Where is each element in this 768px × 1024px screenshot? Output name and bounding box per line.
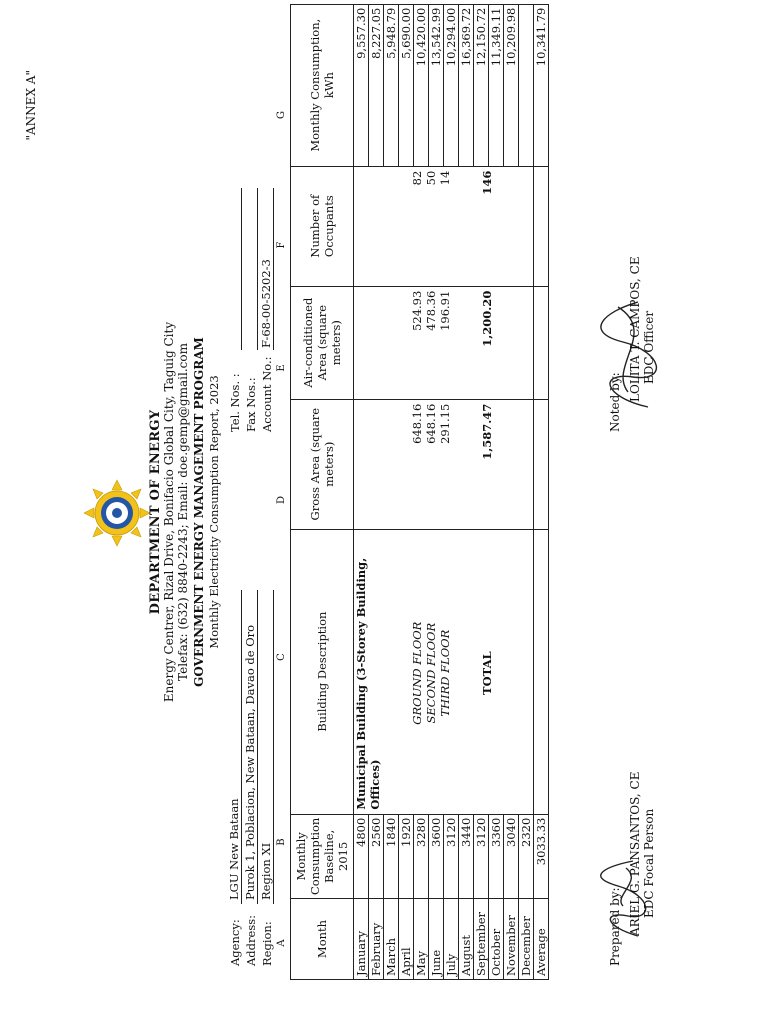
second-floor-occupants: 50 bbox=[424, 170, 438, 186]
column-letter-c: C bbox=[276, 653, 287, 661]
tel-label: Tel. Nos. : bbox=[228, 373, 242, 432]
average-baseline: 3033.33 bbox=[534, 814, 549, 898]
month-cell: April bbox=[399, 899, 414, 980]
average-empty-cell bbox=[534, 286, 549, 399]
region-label: Region: bbox=[260, 921, 274, 966]
baseline-cell: 4800 bbox=[354, 814, 369, 898]
total-gross: 1,587.47 bbox=[480, 403, 494, 460]
column-letter-b: B bbox=[276, 838, 287, 846]
month-cell: October bbox=[489, 899, 504, 980]
ground-floor-gross: 648.16 bbox=[410, 403, 424, 444]
gross-area-cell bbox=[354, 399, 534, 529]
agency-info bbox=[226, 590, 274, 966]
ground-floor-aircon: 524.93 bbox=[410, 290, 424, 331]
doe-logo-icon bbox=[82, 478, 152, 548]
agency-label: Agency: bbox=[228, 919, 242, 966]
noted-by-label: Noted by: bbox=[608, 372, 622, 432]
noted-by-block bbox=[608, 256, 656, 432]
month-cell: July bbox=[444, 899, 459, 980]
account-value: F-68-00-5202-3 bbox=[259, 188, 274, 350]
baseline-cell: 3040 bbox=[504, 814, 519, 898]
consumption-cell: 5,690.00 bbox=[399, 4, 414, 166]
month-cell: June bbox=[429, 899, 444, 980]
column-letters bbox=[276, 0, 290, 1024]
prepared-by-name: ARIEL G. PANSANTOS, CE bbox=[628, 771, 642, 936]
month-cell: December bbox=[519, 899, 534, 980]
address-value: Purok 1, Poblacion, New Bataan, Davao de Oro bbox=[243, 590, 258, 904]
total-aircon: 1,200.20 bbox=[480, 290, 494, 347]
noted-by-name: LOLITA T. CAMPOS, CE bbox=[628, 256, 642, 402]
month-cell: January bbox=[354, 899, 369, 980]
occupants-cell bbox=[354, 166, 534, 286]
header-consumption: Monthly Consumption, kWh bbox=[291, 4, 354, 166]
department-address: Energy Centrer, Rizal Drive, Bonifacio Global City, Taguig City bbox=[162, 321, 176, 703]
prepared-by-title: EDC Focal Person bbox=[642, 808, 656, 918]
consumption-cell: 11,349.11 bbox=[489, 4, 504, 166]
address-label: Address: bbox=[244, 914, 258, 966]
annex-label: "ANNEX A" bbox=[24, 70, 38, 141]
building-description-cell bbox=[354, 529, 534, 814]
header-gross-area: Gross Area (square meters) bbox=[291, 399, 354, 529]
header-baseline: Monthly Consumption Baseline, 2015 bbox=[291, 814, 354, 898]
consumption-cell: 16,369.72 bbox=[459, 4, 474, 166]
second-floor-gross: 648.16 bbox=[424, 403, 438, 444]
table-row bbox=[354, 4, 369, 979]
consumption-cell: 10,294.00 bbox=[444, 4, 459, 166]
month-cell: February bbox=[369, 899, 384, 980]
column-letter-a: A bbox=[276, 939, 287, 947]
baseline-cell: 3120 bbox=[474, 814, 489, 898]
consumption-cell: 5,948.79 bbox=[384, 4, 399, 166]
third-floor-gross: 291.15 bbox=[438, 403, 452, 444]
baseline-cell: 3440 bbox=[459, 814, 474, 898]
consumption-cell: 10,209.98 bbox=[504, 4, 519, 166]
contact-info bbox=[226, 188, 274, 432]
third-floor-occupants: 14 bbox=[438, 170, 452, 186]
baseline-cell: 3280 bbox=[414, 814, 429, 898]
fax-label: Fax Nos.: bbox=[244, 377, 258, 432]
month-cell: September bbox=[474, 899, 489, 980]
baseline-cell: 3600 bbox=[429, 814, 444, 898]
month-cell: March bbox=[384, 899, 399, 980]
total-occupants: 146 bbox=[480, 170, 494, 195]
consumption-cell: 12,150.72 bbox=[474, 4, 489, 166]
prepared-by-block bbox=[608, 771, 656, 966]
column-letter-e: E bbox=[276, 364, 287, 372]
program-title: GOVERNMENT ENERGY MANAGEMENT PROGRAM bbox=[192, 337, 206, 687]
baseline-cell: 1840 bbox=[384, 814, 399, 898]
month-cell: August bbox=[459, 899, 474, 980]
account-label: Account No.: bbox=[260, 356, 274, 432]
building-name: Municipal Building (3-Storey Building, Offices) bbox=[354, 557, 382, 810]
third-floor-aircon: 196.91 bbox=[438, 290, 452, 331]
prepared-by-label: Prepared by: bbox=[608, 887, 622, 966]
baseline-cell: 1920 bbox=[399, 814, 414, 898]
department-title: DEPARTMENT OF ENERGY bbox=[148, 409, 163, 615]
second-floor-aircon: 478.36 bbox=[424, 290, 438, 331]
second-floor-label: SECOND FLOOR bbox=[424, 622, 438, 724]
baseline-cell: 2320 bbox=[519, 814, 534, 898]
baseline-cell: 3360 bbox=[489, 814, 504, 898]
month-cell: May bbox=[414, 899, 429, 980]
ground-floor-label: GROUND FLOOR bbox=[410, 621, 424, 725]
consumption-cell: 8,227.05 bbox=[369, 4, 384, 166]
department-contact: Telefax: (632) 8840-2243; Email: doe.gemp@gmail.com bbox=[176, 343, 190, 681]
average-label: Average bbox=[534, 899, 549, 980]
consumption-cell: 9,557.30 bbox=[354, 4, 369, 166]
average-row bbox=[534, 4, 549, 979]
header-month: Month bbox=[291, 899, 354, 980]
fax-value bbox=[257, 188, 258, 350]
column-letter-f: F bbox=[276, 241, 287, 249]
month-cell: November bbox=[504, 899, 519, 980]
baseline-cell: 2560 bbox=[369, 814, 384, 898]
table-header-row bbox=[291, 4, 354, 979]
tel-value bbox=[241, 188, 242, 350]
header-aircon-area: Air-conditioned Area (square meters) bbox=[291, 286, 354, 399]
column-letter-g: G bbox=[276, 111, 287, 119]
average-consumption: 10,341.79 bbox=[534, 4, 549, 166]
consumption-cell: 10,420.00 bbox=[414, 4, 429, 166]
average-empty-cell bbox=[534, 399, 549, 529]
total-label: TOTAL bbox=[480, 651, 494, 695]
ground-floor-occupants: 82 bbox=[410, 170, 424, 186]
aircon-area-cell bbox=[354, 286, 534, 399]
consumption-cell bbox=[519, 4, 534, 166]
report-title: Monthly Electricity Consumption Report, 2023 bbox=[207, 375, 221, 649]
third-floor-label: THIRD FLOOR bbox=[438, 629, 452, 717]
average-empty-cell bbox=[534, 529, 549, 814]
average-empty-cell bbox=[534, 166, 549, 286]
region-value: Region XI bbox=[259, 590, 274, 904]
header-occupants: Number of Occupants bbox=[291, 166, 354, 286]
consumption-cell: 13,542.99 bbox=[429, 4, 444, 166]
consumption-table bbox=[290, 4, 549, 980]
baseline-cell: 3120 bbox=[444, 814, 459, 898]
header-description: Building Description bbox=[291, 529, 354, 814]
column-letter-d: D bbox=[276, 495, 287, 505]
noted-by-title: EDC Officer bbox=[642, 310, 656, 384]
agency-value: LGU New Bataan bbox=[227, 590, 242, 904]
